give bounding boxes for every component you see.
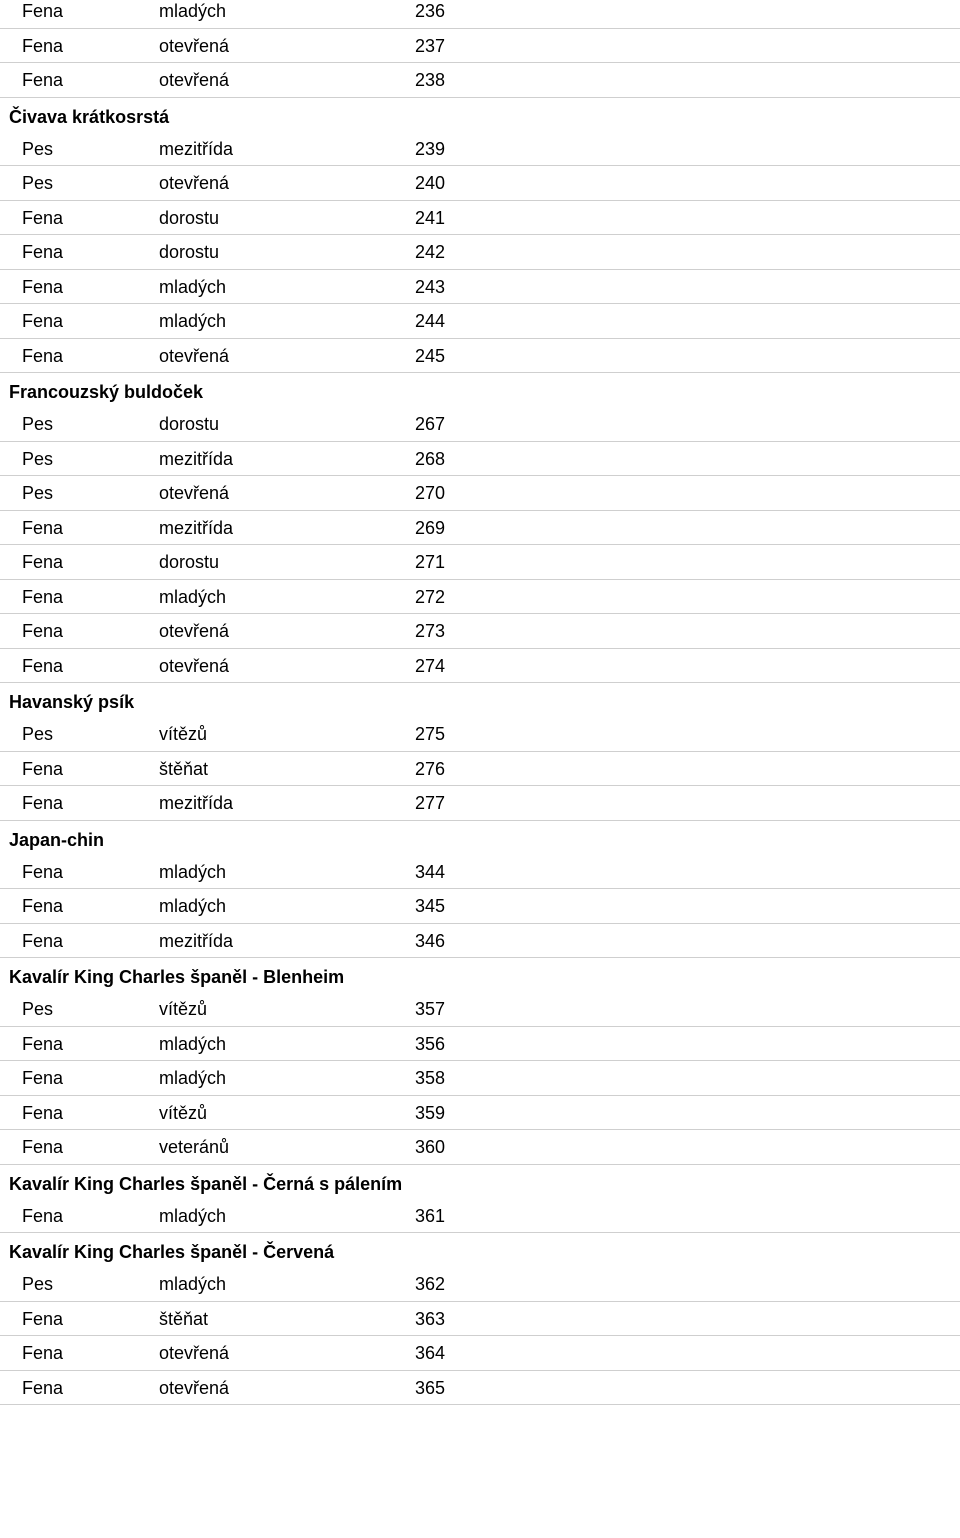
entry-sex: Fena xyxy=(22,1308,64,1329)
entry-catalog-number: 242 xyxy=(415,242,446,262)
entry-class: otevřená xyxy=(159,35,230,56)
breed-section xyxy=(0,373,960,683)
entry-catalog-number: 267 xyxy=(415,414,446,434)
entry-row xyxy=(0,0,960,29)
entry-class: mladých xyxy=(159,1,227,21)
entry-row xyxy=(0,476,960,511)
entry-row xyxy=(0,1302,960,1337)
entry-catalog-number: 359 xyxy=(415,1102,446,1123)
entry-catalog-number: 272 xyxy=(415,586,446,607)
entry-class: vítězů xyxy=(159,724,208,744)
entry-row xyxy=(0,752,960,787)
breed-section xyxy=(0,1165,960,1234)
entry-class: dorostu xyxy=(159,414,220,434)
entry-class: štěňat xyxy=(159,758,209,779)
entry-catalog-number: 276 xyxy=(415,758,446,779)
entry-class: veteránů xyxy=(159,1137,230,1157)
entry-catalog-number: 273 xyxy=(415,621,446,641)
entry-catalog-number: 361 xyxy=(415,1205,446,1226)
entry-sex: Pes xyxy=(22,138,54,159)
entry-class: mladých xyxy=(159,1205,227,1226)
entry-row xyxy=(0,1027,960,1062)
entry-class: otevřená xyxy=(159,70,230,90)
entry-sex: Pes xyxy=(22,448,54,469)
entry-row xyxy=(0,1371,960,1406)
entry-sex: Fena xyxy=(22,1205,64,1226)
entry-catalog-number: 270 xyxy=(415,483,446,503)
entry-row xyxy=(0,580,960,615)
entry-sex: Fena xyxy=(22,586,64,607)
entry-row xyxy=(0,511,960,546)
entry-class: dorostu xyxy=(159,242,220,262)
entry-class: mladých xyxy=(159,1068,227,1088)
entry-sex: Pes xyxy=(22,414,54,434)
entry-sex: Fena xyxy=(22,552,64,572)
entry-sex: Fena xyxy=(22,517,64,538)
entry-catalog-number: 357 xyxy=(415,999,446,1019)
entry-row xyxy=(0,614,960,649)
entry-row xyxy=(0,1130,960,1165)
entry-class: mezitřída xyxy=(159,138,234,159)
entry-catalog-number: 268 xyxy=(415,448,446,469)
entry-row xyxy=(0,235,960,270)
entry-sex: Fena xyxy=(22,1137,64,1157)
entry-catalog-number: 245 xyxy=(415,345,446,366)
entry-class: dorostu xyxy=(159,207,220,228)
entry-sex: Fena xyxy=(22,311,64,331)
entry-sex: Pes xyxy=(22,173,54,193)
entry-sex: Fena xyxy=(22,758,64,779)
entry-sex: Pes xyxy=(22,999,54,1019)
entry-sex: Fena xyxy=(22,655,64,676)
entry-class: otevřená xyxy=(159,173,230,193)
entry-sex: Fena xyxy=(22,793,64,813)
entry-catalog-number: 360 xyxy=(415,1137,446,1157)
entry-class: otevřená xyxy=(159,1343,230,1363)
entry-class: mladých xyxy=(159,311,227,331)
entry-catalog-number: 237 xyxy=(415,35,446,56)
entry-catalog-number: 269 xyxy=(415,517,446,538)
entry-row xyxy=(0,407,960,442)
entry-row xyxy=(0,649,960,684)
entry-catalog-number: 238 xyxy=(415,70,446,90)
entry-catalog-number: 241 xyxy=(415,207,446,228)
entry-row xyxy=(0,29,960,64)
entry-catalog-number: 274 xyxy=(415,655,446,676)
entry-class: vítězů xyxy=(159,1102,208,1123)
entry-row xyxy=(0,855,960,890)
entry-class: mladých xyxy=(159,586,227,607)
entry-sex: Fena xyxy=(22,1343,64,1363)
entry-sex: Fena xyxy=(22,70,64,90)
entry-row xyxy=(0,545,960,580)
entry-catalog-number: 346 xyxy=(415,930,446,951)
entry-sex: Fena xyxy=(22,207,64,228)
breed-section xyxy=(0,0,960,98)
entry-class: otevřená xyxy=(159,1377,230,1398)
breed-heading: Francouzský buldoček xyxy=(9,382,204,402)
entry-row xyxy=(0,889,960,924)
entry-class: dorostu xyxy=(159,552,220,572)
entry-sex: Fena xyxy=(22,242,64,262)
entry-row xyxy=(0,717,960,752)
entry-sex: Pes xyxy=(22,1274,54,1294)
entry-catalog-number: 365 xyxy=(415,1377,446,1398)
breed-heading: Havanský psík xyxy=(9,692,135,712)
breed-heading: Japan-chin xyxy=(9,829,105,850)
entry-sex: Fena xyxy=(22,1,64,21)
entry-catalog-number: 277 xyxy=(415,793,446,813)
entry-class: mladých xyxy=(159,896,227,916)
entry-class: mladých xyxy=(159,276,227,297)
entry-sex: Pes xyxy=(22,724,54,744)
entry-catalog-number: 236 xyxy=(415,1,446,21)
breed-heading: Čivava krátkosrstá xyxy=(9,106,170,127)
entry-class: mladých xyxy=(159,861,227,882)
entry-catalog-number: 243 xyxy=(415,276,446,297)
entry-row xyxy=(0,1267,960,1302)
entry-row xyxy=(0,1336,960,1371)
entry-catalog-number: 275 xyxy=(415,724,446,744)
breed-section xyxy=(0,821,960,959)
entry-catalog-number: 345 xyxy=(415,896,446,916)
entry-row xyxy=(0,1061,960,1096)
entry-class: štěňat xyxy=(159,1308,209,1329)
entry-row xyxy=(0,270,960,305)
entry-row xyxy=(0,442,960,477)
entry-class: otevřená xyxy=(159,345,230,366)
entry-catalog-number: 356 xyxy=(415,1033,446,1054)
entry-catalog-number: 344 xyxy=(415,861,446,882)
breed-section xyxy=(0,1233,960,1405)
entry-row xyxy=(0,992,960,1027)
breed-section xyxy=(0,958,960,1165)
entry-catalog-number: 363 xyxy=(415,1308,446,1329)
entry-class: mladých xyxy=(159,1033,227,1054)
entry-row xyxy=(0,924,960,959)
entry-catalog-number: 362 xyxy=(415,1274,446,1294)
entry-class: otevřená xyxy=(159,655,230,676)
entry-class: mezitřída xyxy=(159,448,234,469)
entry-sex: Fena xyxy=(22,621,64,641)
entry-row xyxy=(0,1096,960,1131)
entry-catalog-number: 364 xyxy=(415,1343,446,1363)
entry-class: vítězů xyxy=(159,999,208,1019)
breed-heading: Kavalír King Charles španěl - Blenheim xyxy=(9,967,345,987)
entry-row xyxy=(0,132,960,167)
entry-class: mezitřída xyxy=(159,930,234,951)
entry-sex: Fena xyxy=(22,276,64,297)
entry-catalog-number: 244 xyxy=(415,311,446,331)
breed-heading: Kavalír King Charles španěl - Červená xyxy=(9,1242,335,1262)
entry-class: mezitřída xyxy=(159,793,234,813)
entry-catalog-number: 240 xyxy=(415,173,446,193)
entry-row xyxy=(0,304,960,339)
entry-catalog-number: 358 xyxy=(415,1068,446,1088)
entry-sex: Fena xyxy=(22,930,64,951)
entry-catalog-number: 271 xyxy=(415,552,446,572)
entry-class: mladých xyxy=(159,1274,227,1294)
entry-class: otevřená xyxy=(159,483,230,503)
entry-row xyxy=(0,63,960,98)
breed-heading: Kavalír King Charles španěl - Černá s pálením xyxy=(9,1173,403,1194)
entry-row xyxy=(0,339,960,374)
entry-sex: Fena xyxy=(22,1102,64,1123)
breed-section xyxy=(0,98,960,374)
entry-sex: Fena xyxy=(22,345,64,366)
entry-sex: Pes xyxy=(22,483,54,503)
entry-catalog-number: 239 xyxy=(415,138,446,159)
entry-sex: Fena xyxy=(22,896,64,916)
breed-section xyxy=(0,683,960,821)
entry-sex: Fena xyxy=(22,1033,64,1054)
entry-row xyxy=(0,201,960,236)
entry-row xyxy=(0,786,960,821)
entry-row xyxy=(0,1199,960,1234)
entry-sex: Fena xyxy=(22,1377,64,1398)
entry-sex: Fena xyxy=(22,1068,64,1088)
entry-row xyxy=(0,166,960,201)
entry-class: otevřená xyxy=(159,621,230,641)
entry-sex: Fena xyxy=(22,35,64,56)
entry-sex: Fena xyxy=(22,861,64,882)
entry-class: mezitřída xyxy=(159,517,234,538)
